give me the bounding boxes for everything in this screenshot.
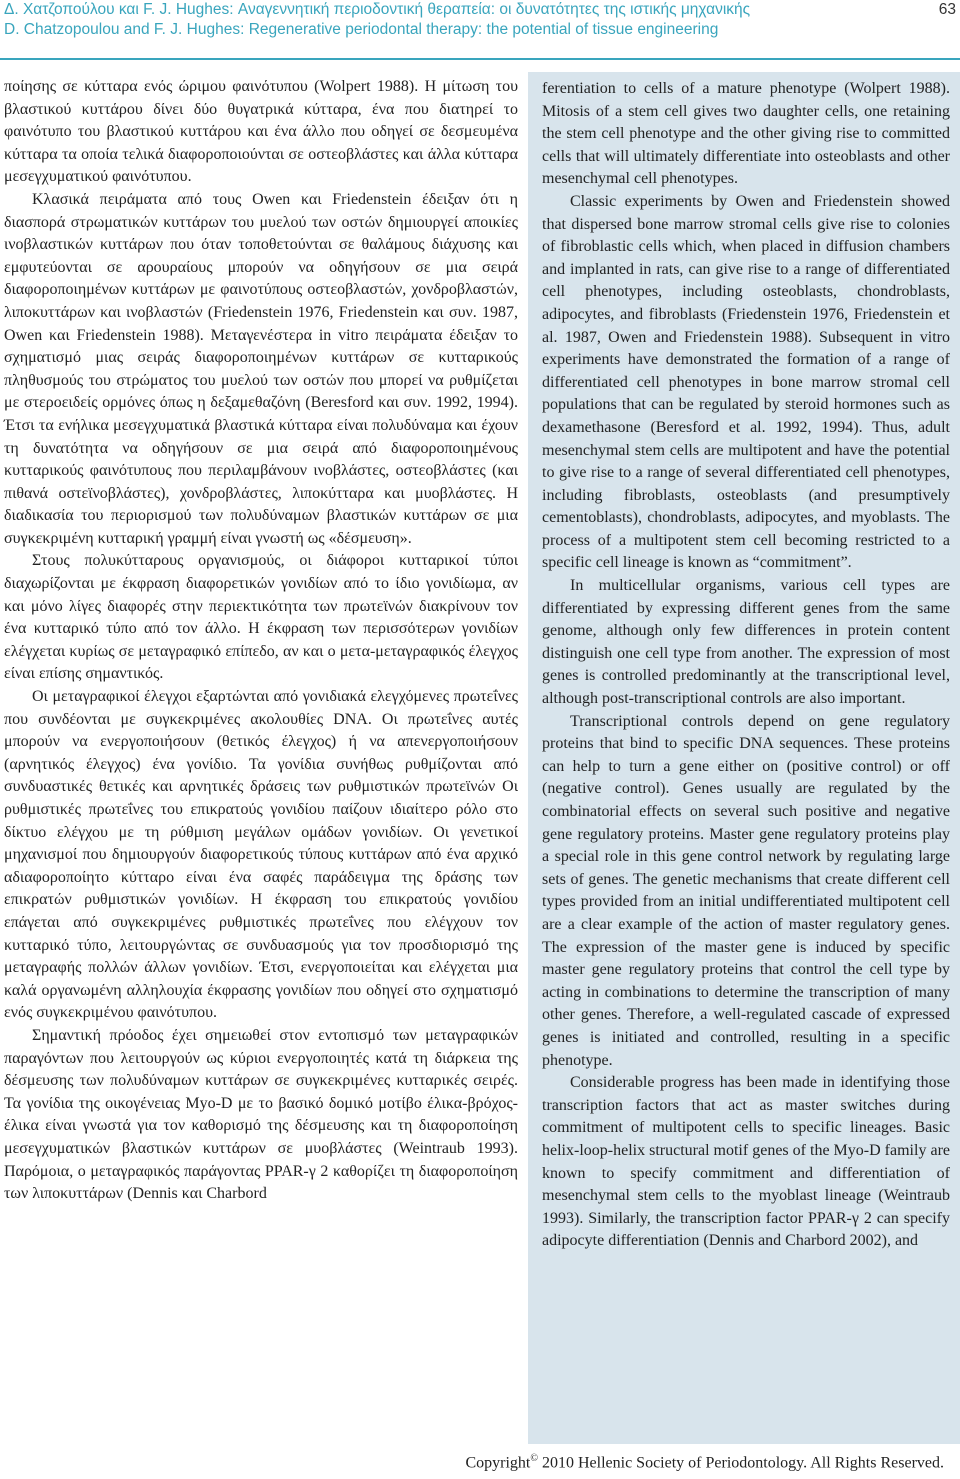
english-paragraph: Considerable progress has been made in identifying those transcription factors that act as master switches during commitment of multipotent cells to specific lineages. Basic helix-loop-helix structural motif genes of the Myo-D family are known to specify commitment and differentiation of mesenchymal stem cells to the myoblast lineage (Weintraub 1993). Similarly, the transcription factor PPAR-γ 2 can specify adipocyte differentiation (Dennis and Charbord 2002), and [542,1074,950,1250]
copyright-word: Copyright [465,1454,531,1472]
copyright-footer [465,1453,944,1472]
english-paragraph: ferentiation to cells of a mature phenotype (Wolpert 1988). Mitosis of a stem cell gives two daughter cells, one retaining the stem cell phenotype and the other giving rise to committed cells that will ultimately differentiate into osteoblasts and other mesenchymal cell phenotypes. [542,80,950,188]
header-rule [0,58,960,60]
english-paragraph: Transcriptional controls depend on gene regulatory proteins that bind to specific DNA sequences. These proteins can help to turn a gene either on (positive control) or off (negative control). Genes usually are regulated by the combinatorial effects on several such positive and negative gene regulatory proteins. Master gene regulatory proteins play a special role in this gene control network by regulating large sets of genes. The genetic mechanisms that create different cell types provided from an initial undifferentiated multipotent cell are a clear example of the action of master regulatory genes. The expression of the master gene is induced by specific master gene regulatory proteins that control the cell type by acting in combinations to determine the transcription of many other genes. Therefore, a well-regulated cascade of expressed genes is initiated and controlled, resulting in a specific phenotype. [542,712,950,1069]
english-paragraph: Classic experiments by Owen and Friedenstein showed that dispersed bone marrow stromal cells give rise to colonies of fibroblastic cells which, when placed in diffusion chambers and implanted in rats, can give rise to a range of differentiated cell phenotypes, including osteoblasts, chondroblasts, adipocytes, and fibroblasts (Friedenstein 1976, Friedenstein et al. 1987, Owen and Friedenstein 1988). Subsequent in vitro experiments have demonstrated the formation of a range of differentiated cell phenotypes in bone marrow stromal cell populations that can be regulated by steroid hormones such as dexamethasone (Beresford et al. 1992, 1994). Thus, adult mesenchymal stem cells are multipotent and have the potential to give rise to a range of several differentiated cell phenotypes, including fibroblasts, osteoblasts (and presumptively cementoblasts), chondroblasts, adipocytes, and myoblasts. The process of a multipotent stem cell becoming restricted to a specific cell lineage is known as “commitment”. [542,192,950,572]
english-text-column [528,72,960,1444]
greek-paragraph: Σημαντική πρόοδος έχει σημειωθεί στον εντοπισμό των μεταγραφικών παραγόντων που λειτουργούν ως κύριοι ενεργοποιητές κατά τη διάρκεια της δέσμευσης των πολυδύναμων κυττάρων σε συγκεκριμένες κυτταρικές σειρές. Τα γονίδια της οικογένειας Myo-D με το βασικό δομικό μοτίβο έλικα-βρόχος-έλικα είναι γνωστά για τον καθορισμό της δέσμευσης και τη διαφοροποίηση μεσεγχυματικών βλαστικών κυττάρων σε μυοβλάστες (Weintraub 1993). Παρόμοια, ο μεταγραφικός παράγοντας PPAR-γ 2 καθορίζει τη διαφοροποίηση των λιποκυττάρων (Dennis και Charbord [4,1026,518,1203]
copyright-symbol: © [530,1453,538,1464]
header-english-title: D. Chatzopoulou and F. J. Hughes: Regenerative periodontal therapy: the potential of tissue engineering [4,21,719,38]
greek-paragraph: Οι μεταγραφικοί έλεγχοι εξαρτώνται από γονιδιακά ελεγχόμενες πρωτεΐνες που συνδέονται με συγκεκριμένες ακολουθίες DNA. Οι πρωτεΐνες αυτές μπορούν να ενεργοποιήσουν (θετικός έλεγχος) ή να απενεργοποιήσουν (αρνητικός έλεγχος) ένα γονίδιο. Τα γονίδια συνήθως ρυθμίζονται από συνδυαστικές θετικές και αρνητικές δράσεις των ρυθμιστικών πρωτεϊνών Οι ρυθμιστικές πρωτεΐνες του επικρατούς γονιδίου παίζουν ιδιαίτερο ρόλο στο δίκτυο ελέγχου με τη ρύθμιση μεγάλων ομάδων γονιδίων. Οι γενετικοί μηχανισμοί που δημιουργούν διαφορετικούς τύπους κυττάρων από ένα αρχικό αδιαφοροποίητο κύτταρο είναι ένα σαφές παράδειγμα της δράσης των επικρατών ρυθμιστικών γονιδίων. Η έκφραση του επικρατούς γονιδίου επάγεται από συγκεκριμένες ρυθμιστικές πρωτεΐνες που ελέγχουν τον κυτταρικό τύπο, λειτουργώντας σε συνδυασμούς για τον προσδιορισμό της μεταγραφής πολλών άλλων γονιδίων. Έτσι, ενεργοποιείται και ελέγχεται μια καλά οργανωμένη αλληλουχία έκφρασης γονιδίων που οδηγεί στο σχηματισμό ενός συγκεκριμένου φαινότυπου. [4,688,518,1022]
running-header [0,0,960,58]
page-number: 63 [938,1,956,18]
greek-text-column [4,76,518,1206]
greek-paragraph: ποίησης σε κύτταρα ενός ώριμου φαινότυπου (Wolpert 1988). Η μίτωση του βλαστικού κυττάρου δίνει δύο θυγατρικά κύτταρα, ένα που διατηρεί το φαινότυπο του βλαστικού κυττάρου και ένα άλλο που οδηγεί σε δεσμευμένα κύτταρα τα οποία τελικά διαφοροποιούνται σε οστεοβλάστες και άλλα κύτταρα μεσεγχυματικού φαινότυπου. [4,78,518,186]
copyright-text: 2010 Hellenic Society of Periodontology. All Rights Reserved. [537,1454,944,1472]
english-paragraph: In multicellular organisms, various cell types are differentiated by expressing different genes from the same genome, although only few differences in protein content distinguish one cell type from another. The expression of most genes is controlled predominantly at the transcriptional level, although post-transcriptional controls are also important. [542,577,950,708]
header-greek-title: Δ. Χατζοπούλου και F. J. Hughes: Αναγεννητική περιοδοντική θεραπεία: οι δυνατότητες της ιστικής μηχανικής [4,1,751,18]
greek-paragraph: Στους πολυκύτταρους οργανισμούς, οι διάφοροι κυτταρικοί τύποι διαχωρίζονται με έκφραση διαφορετικών γονιδίων από το ίδιο γονιδίωμα, αν και μόνο λίγες διαφορές στην περιεκτικότητα των πρωτεϊνών διακρίνουν τον ένα κυτταρικό τύπο από τον άλλο. Η έκφραση των περισσότερων γονιδίων ελέγχεται κυρίως σε μεταγραφικό επίπεδο, αν και ο μετα-μεταγραφικός έλεγχος είναι επίσης σημαντικός. [4,552,518,683]
greek-paragraph: Κλασικά πειράματα από τους Owen και Friedenstein έδειξαν ότι η διασπορά στρωματικών κυττάρων του μυελού των οστών δημιουργεί αποικίες ινοβλαστικών κυττάρων που όταν τοποθετούνται σε θαλάμους διάχυσης και εμφυτεύονται σε αρουραίους μπορούν να οδηγήσουν σε μια σειρά διαφοροποιημένων κυττάρων με φαινοτύπους οστεοβλαστών, χονδροβλαστών, λιποκυττάρων και ινοβλαστών (Friedenstein 1976, Friedenstein και συν. 1987, Owen και Friedenstein 1988). Μεταγενέστερα in vitro πειράματα έδειξαν το σχηματισμό μιας σειράς διαφοροποιημένων κυττάρων σε κυτταρικούς πληθυσμούς του στρώματος του μυελού των οστών που μπορεί να ρυθμίζεται με στεροειδείς ορμόνες όπως η δεξαμεθαζόνη (Beresford και συν. 1992, 1994). Έτσι τα ενήλικα μεσεγχυματικά βλαστικά κύτταρα είναι πολυδύναμα και έχουν τη δυνατότητα να οδηγήσουν σε μια σειρά από διαφοροποιημένους κυτταρικούς φαινότυπους που περιλαμβάνουν ινοβλάστες, οστεοβλάστες (και πιθανά οστεϊνοβλάστες), χονδροβλάστες, λιποκύτταρα και μυοβλάστες. Η διαδικασία του περιορισμού των πολυδύναμων βλαστικών κυττάρων σε μια συγκεκριμένη κυτταρική γραμμή είναι γνωστή ως «δέσμευση». [4,190,518,547]
